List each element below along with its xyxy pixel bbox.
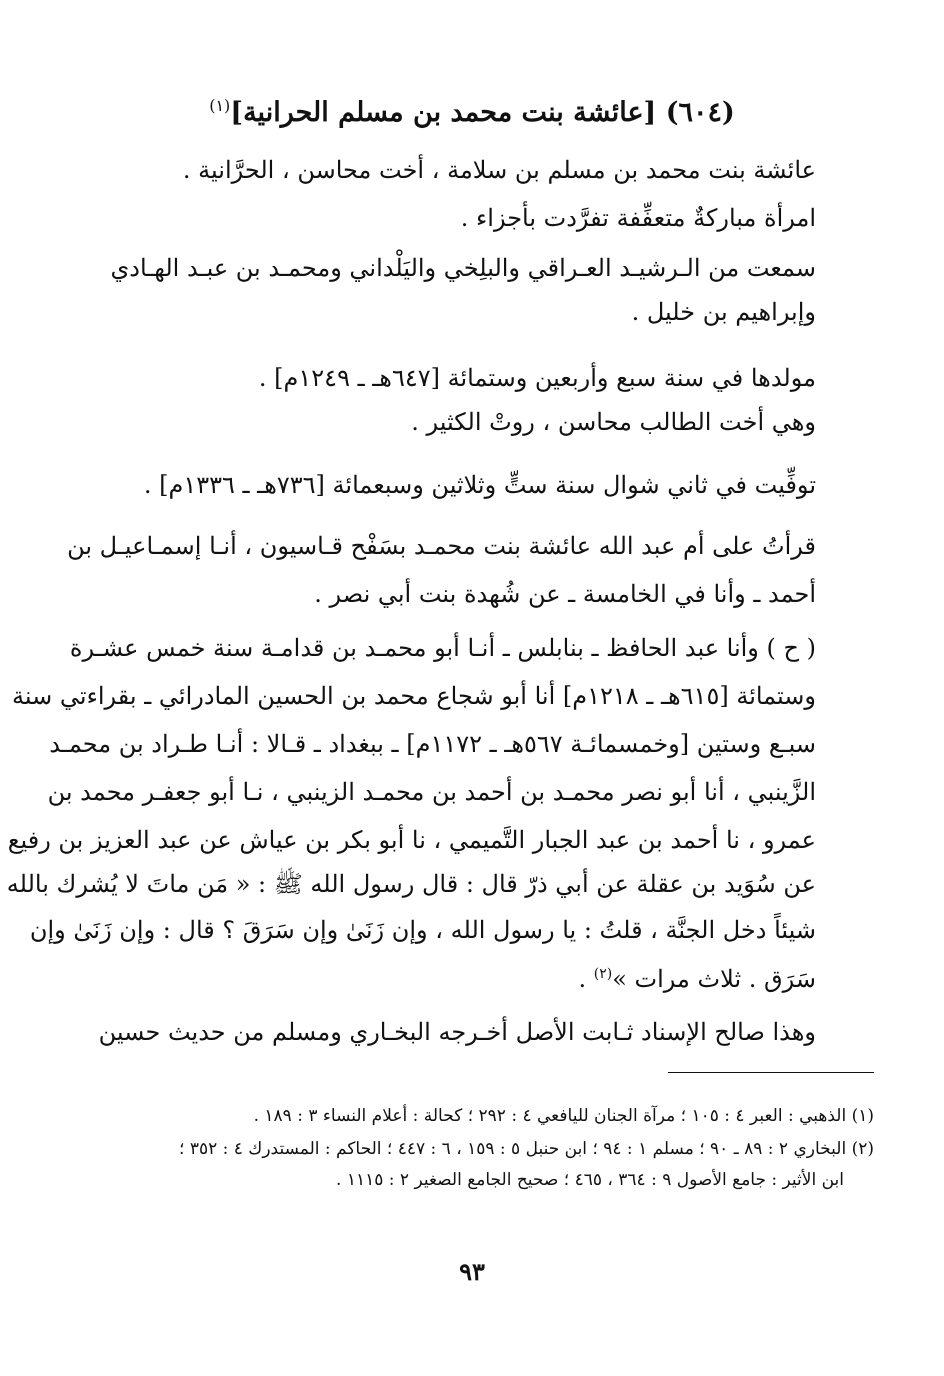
footnote-ref-2: (٢) [593, 966, 613, 982]
entry-heading [0, 86, 944, 133]
period: . [578, 965, 594, 993]
footnote-2: (٢) البخاري ٢ : ٨٩ ـ ٩٠ ؛ مسلم ١ : ٩٤ ؛ ابن حنبل ٥ : ١٥٩ ، ٦ : ٤٤٧ ؛ الحاكم : المستدرك ٤ : ٣٥٢ ؛ [179, 1139, 874, 1159]
text-line: أحمد ـ وأنا في الخامسة ـ عن شُهدة بنت أبي نصر . [314, 580, 816, 608]
footnote-2-continued: ابن الأثير : جامع الأصول ٩ : ٣٦٤ ، ٤٦٥ ؛ صحيح الجامع الصغير ٢ : ١١١٥ . [336, 1170, 844, 1190]
text-line [579, 956, 817, 997]
text-line: وهي أخت الطالب محاسن ، روتْ الكثير . [411, 408, 816, 436]
footnote-1: (١) الذهبي : العبر ٤ : ١٠٥ ؛ مرآة الجنان لليافعي ٤ : ٢٩٢ ؛ كحالة : أعلام النساء ٣ : ١٨٩ . [253, 1106, 874, 1126]
text-line: شيئاً دخل الجنَّة ، قلتُ : يا رسول الله ، وإن زَنَىٰ وإن سَرَقَ ؟ قال : وإن زَنَىٰ وإن [29, 916, 816, 944]
footnote-ref-1: (١) [209, 96, 231, 115]
text-line: عائشة بنت محمد بن مسلم بن سلامة ، أخت محاسن ، الحرَّانية . [182, 156, 816, 184]
text-line: وستمائة [٦١٥هـ ـ ١٢١٨م] أنا أبو شجاع محمد بن الحسين المادرائي ـ بقراءتي سنة [12, 682, 816, 710]
footnote-separator [668, 1072, 874, 1073]
hadith-end: سَرَق . ثلاث مرات » [612, 965, 816, 993]
text-line: سبـع وستين [وخمسمائـة ٥٦٧هـ ـ ١١٧٢م] ـ ببغداد ـ قـالا : أنـا طـراد بن محمـد [49, 730, 816, 758]
text-line: قرأتُ على أم عبد الله عائشة بنت محمـد بسَفْح قـاسيون ، أنـا إسمـاعيـل بن [67, 532, 816, 560]
text-line: الزَّينبي ، أنا أبو نصر محمـد بن أحمد بن محمـد الزينبي ، نـا أبو جعفـر محمد بن [47, 778, 816, 806]
text-line: عمرو ، نا أحمد بن عبد الجبار التَّميمي ، نا أبو بكر بن عياش عن عبد العزيز بن رفيع [7, 826, 816, 854]
page-number: ٩٣ [459, 1257, 485, 1286]
text-line: ( ح ) وأنا عبد الحافظ ـ بنابلس ـ أنـا أبو محمـد بن قدامـة سنة خمس عشـرة [69, 634, 816, 662]
text-line: امرأة مباركةٌ متعفِّفة تفرَّدت بأجزاء . [460, 204, 816, 232]
entry-title: (٦٠٤) [عائشة بنت محمد بن مسلم الحرانية] [230, 97, 735, 128]
text-line: مولدها في سنة سبع وأربعين وستمائة [٦٤٧هـ ـ ١٢٤٩م] . [258, 364, 816, 392]
text-line: وإبراهيم بن خليل . [631, 298, 816, 326]
text-line: عن سُوَيد بن عقلة عن أبي ذرّ قال : قال رسول الله ﷺ : « مَن ماتَ لا يُشرك بالله [6, 870, 816, 898]
text-line: سمعت من الـرشيـد العـراقي والبلِخي واليَلْداني ومحمـد بن عبـد الهـادي [110, 254, 816, 282]
text-line: وهذا صالح الإسناد ثـابت الأصل أخـرجه البخـاري ومسلم من حديث حسين [98, 1018, 816, 1046]
text-line: توفِّيت في ثاني شوال سنة ستٍّ وثلاثين وسبعمائة [٧٣٦هـ ـ ١٣٣٦م] . [143, 471, 816, 499]
